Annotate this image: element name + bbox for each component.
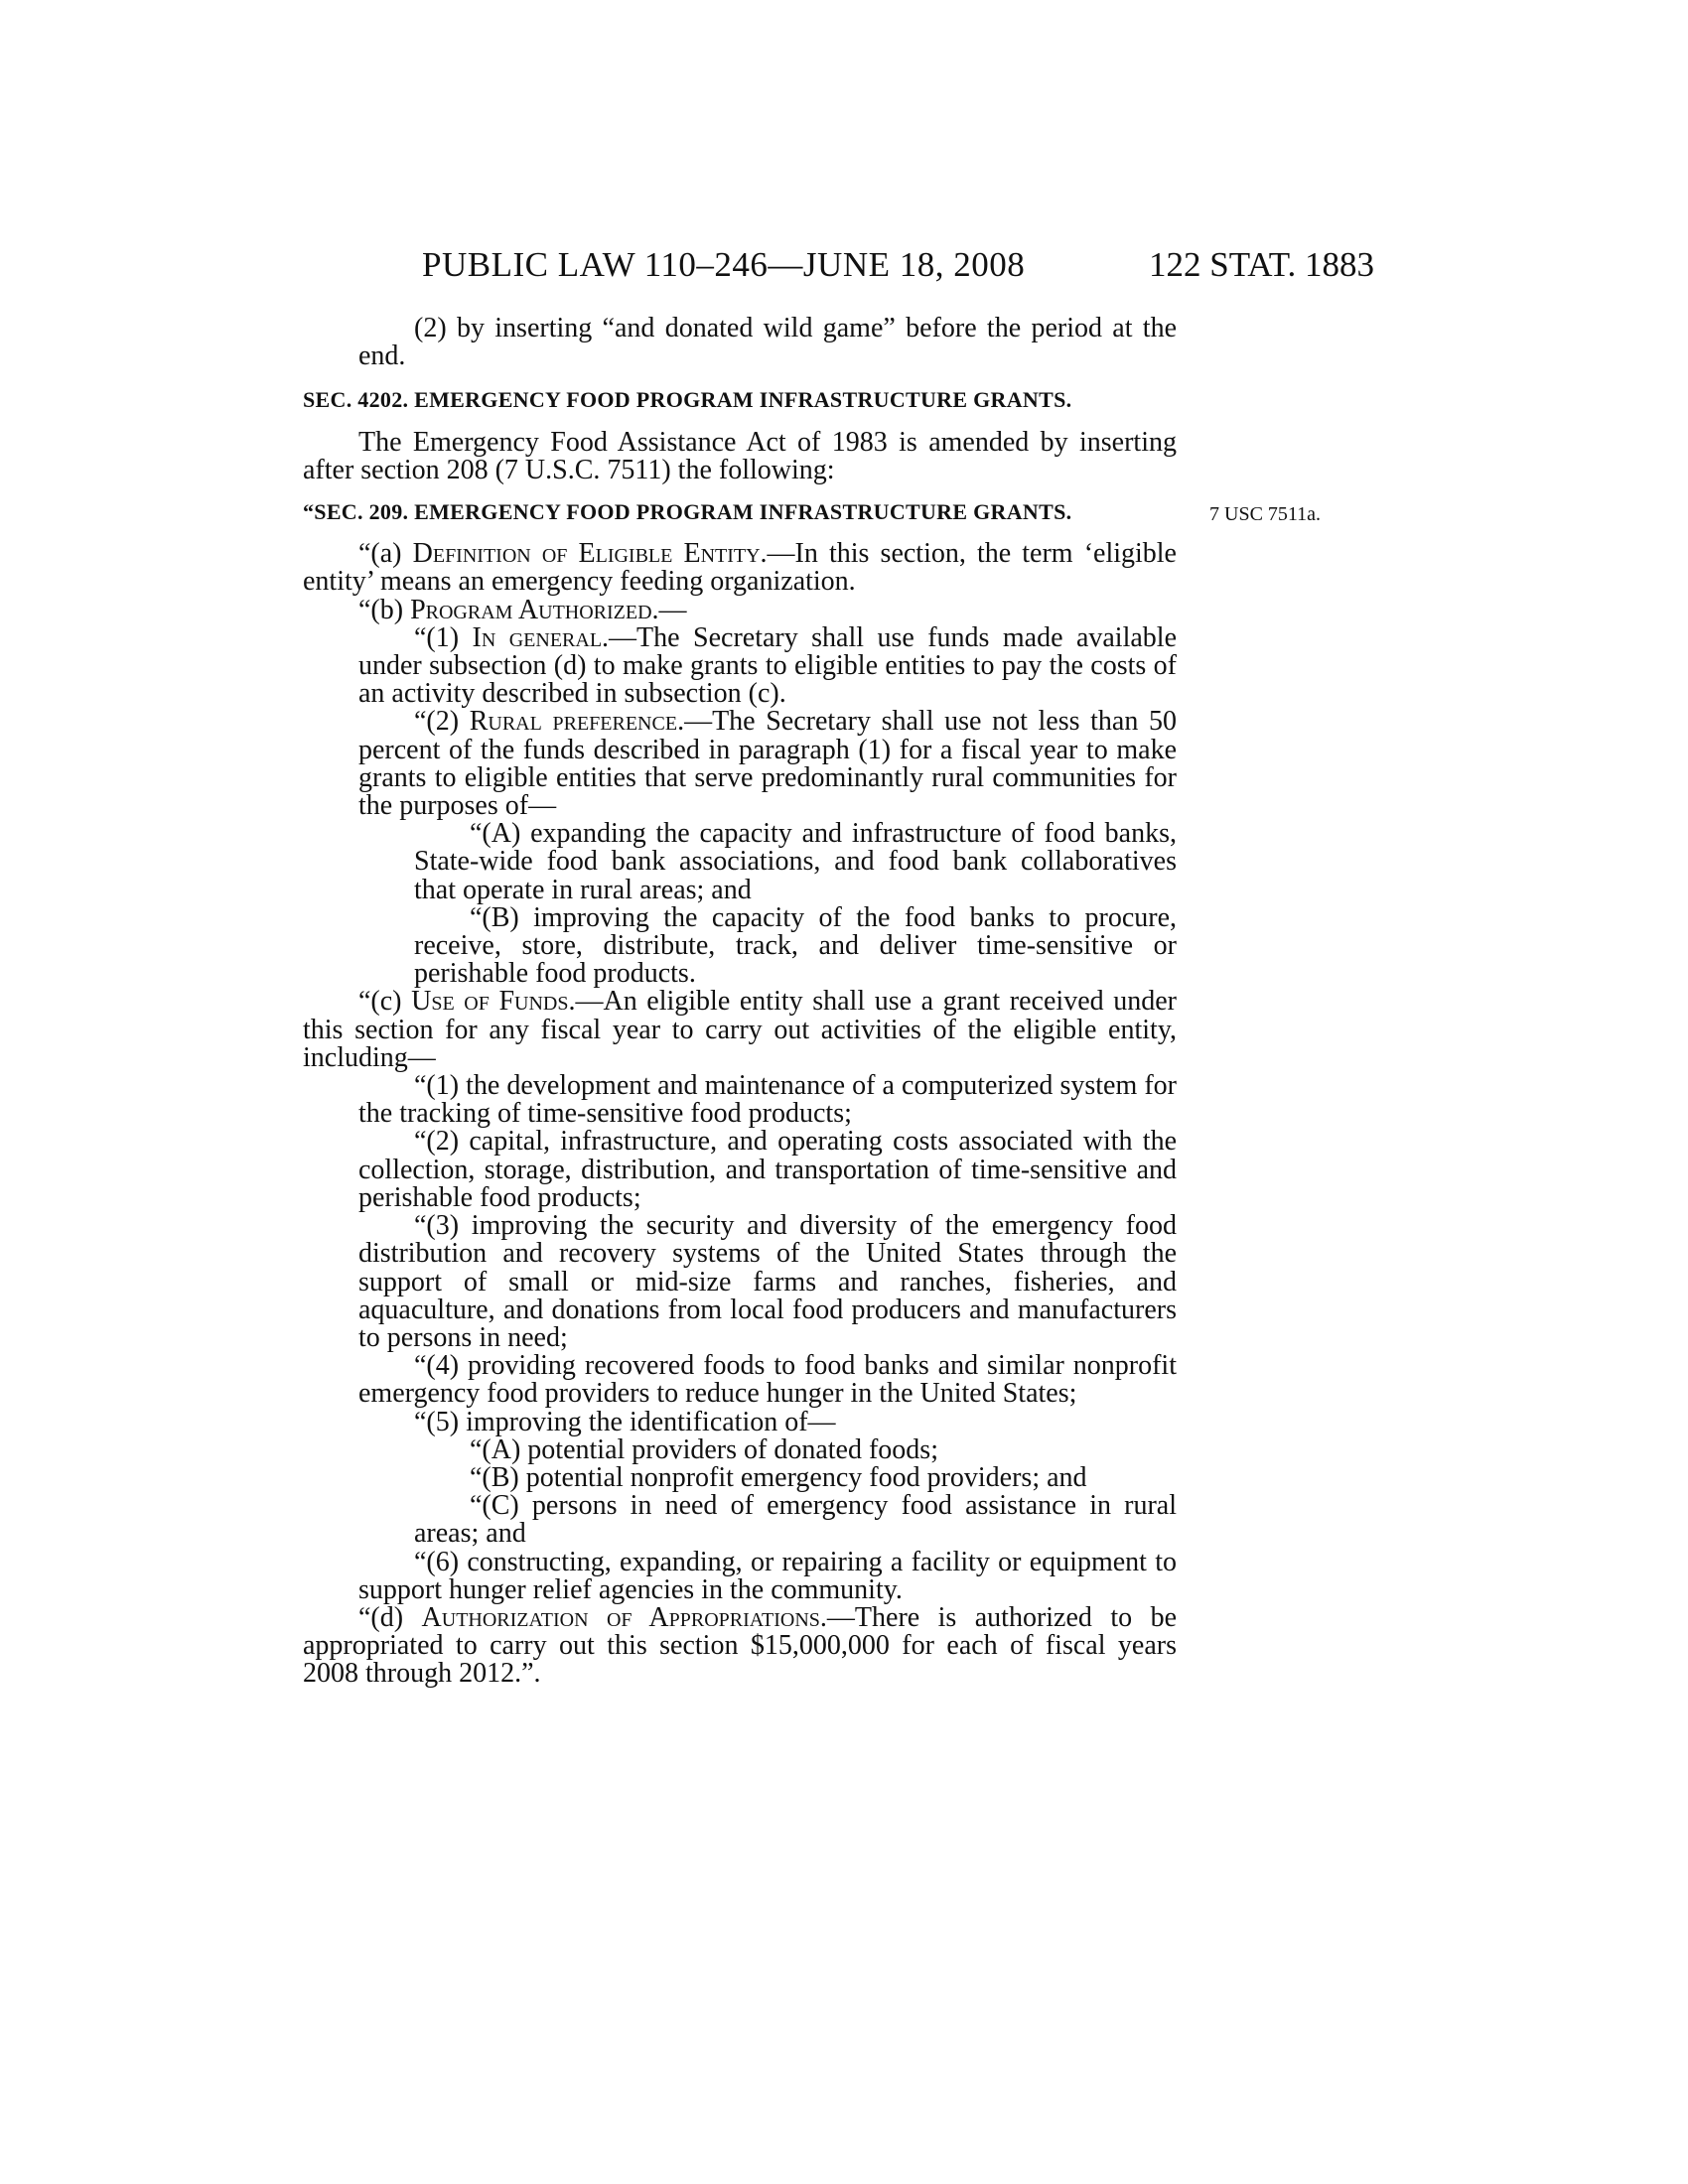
subsection-d-prefix: “(d): [358, 1601, 422, 1633]
paragraph-c5: “(5) improving the identification of—: [414, 1406, 836, 1437]
paragraph-c2: “(2) capital, infrastructure, and operating costs associated with the collection, storage, distribution, and transportation of time-sensitive and perishable food products;: [358, 1126, 1177, 1213]
paragraph-c3: “(3) improving the security and diversity of the emergency food distribution and recovery systems of the United States through the support of small or mid-size farms and ranches, fisheries, and aquaculture, and donations from local food producers and manufacturers to persons in need;: [358, 1210, 1177, 1353]
paragraph-c6: “(6) constructing, expanding, or repairing a facility or equipment to support hunger relief agencies in the community.: [358, 1546, 1177, 1605]
paragraph-intro: The Emergency Food Assistance Act of 1983 is amended by inserting after section 208 (7 U.S.C. 7511) the following:: [303, 426, 1177, 485]
subsection-c-prefix: “(c): [358, 986, 412, 1018]
subsection-b-prefix: “(b): [358, 594, 411, 625]
running-header-left: PUBLIC LAW 110–246—JUNE 18, 2008: [422, 245, 1026, 284]
body-text: [303, 313, 1322, 1690]
paragraph-b2-prefix: “(2): [414, 706, 470, 738]
subsection-a-prefix: “(a): [358, 538, 413, 570]
subparagraph-c5B: “(B) potential nonprofit emergency food providers; and: [470, 1461, 1087, 1493]
subsection-c-heading: Use of Funds: [411, 986, 569, 1018]
paragraph-b1-text: .—The Secretary shall use funds made available under subsection (d) to make grants to eligible entities to pay the costs of an activity described in subsection (c).: [358, 621, 1178, 710]
subsection-d-heading: Authorization of Appropriations: [421, 1601, 820, 1633]
paragraph-b1-heading: In general: [472, 621, 603, 653]
paragraph-b2-text: .—The Secretary shall use not less than 50 percent of the funds described in paragraph (1) for a fiscal year to make grants to eligible entities that serve predominantly rural communities for the purposes of—: [358, 706, 1177, 822]
section-4202-heading: SEC. 4202. EMERGENCY FOOD PROGRAM INFRASTRUCTURE GRANTS.: [303, 387, 1072, 413]
subsection-b: [303, 594, 1177, 625]
paragraph-b2-heading: Rural preference: [469, 706, 678, 738]
subsection-d: [303, 1601, 1178, 1690]
subsection-a: [303, 540, 1177, 596]
subsection-b-text: .—: [651, 594, 687, 625]
subparagraph-b2A: “(A) expanding the capacity and infrastructure of food banks, State-wide food bank associations, and food bank collaboratives that operate in rural areas; and: [414, 818, 1177, 905]
paragraph-continuation: (2) by inserting “and donated wild game” before the period at the end.: [358, 313, 1177, 372]
margin-note: 7 USC 7511a.: [1209, 503, 1322, 526]
paragraph-b1-prefix: “(1): [414, 621, 473, 653]
paragraph-b2: [303, 708, 1177, 820]
subsection-a-heading: Definition of Eligible Entity: [412, 538, 761, 570]
subparagraph-b2B: “(B) improving the capacity of the food banks to procure, receive, store, distribute, track, and deliver time-sensitive or perishable food products.: [414, 901, 1177, 990]
subsection-b-heading: Program Authorized: [410, 594, 652, 625]
paragraph-c4: “(4) providing recovered foods to food banks and similar nonprofit emergency food providers to reduce hunger in the United States;: [358, 1350, 1177, 1410]
subsection-d-text: .—There is authorized to be appropriated to carry out this section $15,000,000 for each of fiscal years 2008 through 2012.”.: [303, 1601, 1178, 1690]
running-header-right: 122 STAT. 1883: [1149, 245, 1374, 284]
subsection-c-text: .—An eligible entity shall use a grant received under this section for any fiscal year to carry out activities of the eligible entity, including—: [303, 986, 1177, 1073]
subparagraph-c5A: “(A) potential providers of donated foods;: [470, 1433, 938, 1465]
section-209-heading: “SEC. 209. EMERGENCY FOOD PROGRAM INFRASTRUCTURE GRANTS.: [303, 499, 1072, 525]
subparagraph-c5C: “(C) persons in need of emergency food assistance in rural areas; and: [414, 1490, 1177, 1550]
subsection-c: [303, 988, 1177, 1072]
paragraph-c1: “(1) the development and maintenance of a computerized system for the tracking of time-sensitive food products;: [358, 1070, 1177, 1130]
paragraph-b1: [303, 621, 1178, 710]
section-209-row: [303, 498, 1322, 526]
subsection-a-text: .—In this section, the term ‘eligible entity’ means an emergency feeding organization.: [303, 538, 1177, 598]
